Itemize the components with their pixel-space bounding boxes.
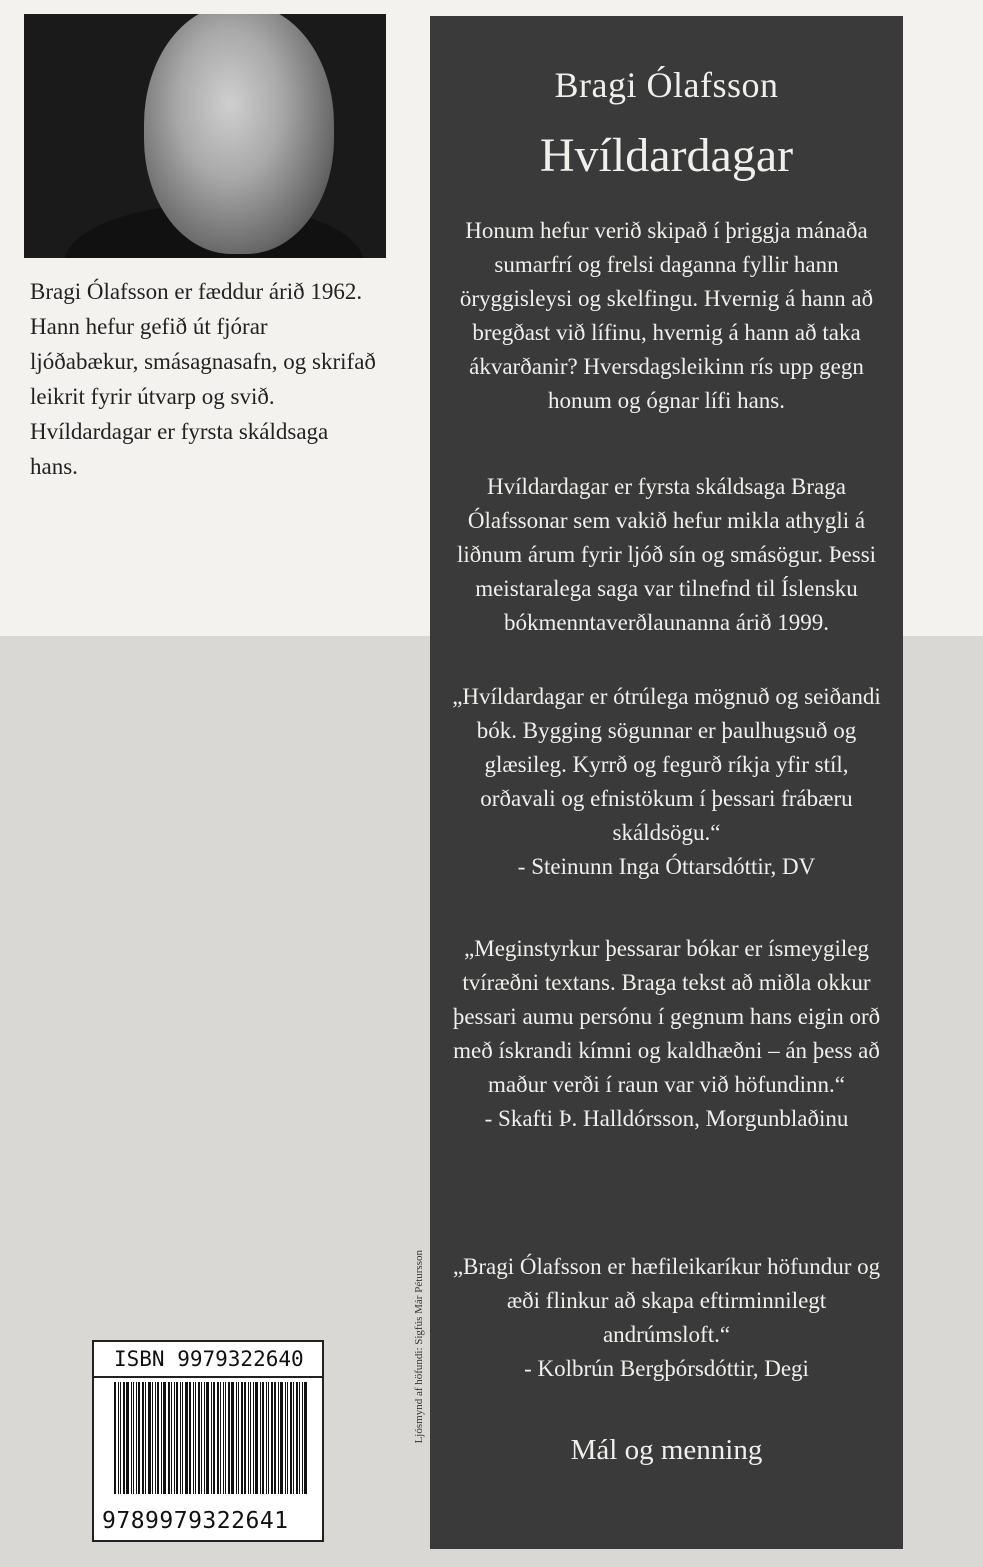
barcode-bar xyxy=(185,1382,188,1494)
barcode-bar xyxy=(174,1382,175,1494)
barcode-bar xyxy=(262,1382,264,1494)
barcode-bar xyxy=(255,1382,258,1494)
cover-panel xyxy=(430,16,903,1549)
barcode xyxy=(92,1378,324,1542)
barcode-bar xyxy=(131,1382,132,1494)
barcode-bar xyxy=(268,1382,269,1494)
review-quote xyxy=(448,932,885,1136)
barcode-bar xyxy=(118,1382,119,1494)
quote-source: - Skafti Þ. Halldórsson, Morgunblaðinu xyxy=(484,1106,849,1131)
photo-credit: Ljósmynd af höfundi: Sigfús Már Pétursson xyxy=(413,1250,425,1444)
quote-text: „Meginstyrkur þessarar bókar er ísmeygileg tvíræðni textans. Braga tekst að miðla okkur þessari aumu persónu í gegnum hans eigin orð með ískrandi kímni og kaldhæðni – án þess að maður verði í raun var við höfundinn.“ xyxy=(452,936,881,1097)
quote-source: - Kolbrún Bergþórsdóttir, Degi xyxy=(524,1356,809,1381)
barcode-bar xyxy=(274,1382,276,1494)
barcode-bar xyxy=(287,1382,288,1494)
barcode-bar xyxy=(290,1382,292,1494)
barcode-bar xyxy=(231,1382,234,1494)
barcode-bar xyxy=(114,1382,116,1494)
publisher-name: Mál og menning xyxy=(570,1434,763,1466)
barcode-bar xyxy=(198,1382,200,1494)
barcode-bar xyxy=(260,1382,261,1494)
barcode-bar xyxy=(138,1382,140,1494)
barcode-bar xyxy=(126,1382,129,1494)
barcode-bar xyxy=(176,1382,178,1494)
barcode-bar xyxy=(241,1382,243,1494)
barcode-bar xyxy=(296,1382,298,1494)
barcode-bar xyxy=(211,1382,212,1494)
barcode-bar xyxy=(244,1382,246,1494)
book-title: Hvíldardagar xyxy=(539,129,794,182)
barcode-bar xyxy=(225,1382,226,1494)
isbn-label: ISBN 9979322640 xyxy=(92,1340,324,1378)
barcode-bar xyxy=(133,1382,134,1494)
barcode-bar xyxy=(180,1382,181,1494)
barcode-bar xyxy=(250,1382,251,1494)
author-name: Bragi Ólafsson xyxy=(554,65,779,105)
blurb-paragraph: Hvíldardagar er fyrsta skáldsaga Braga Ólafssonar sem vakið hefur mikla athygli á liðnum árum fyrir ljóð sín og smásögur. Þessi meistaralega saga var tilnefnd til Íslensku bókmenntaverðlaunanna árið 1999. xyxy=(456,474,877,635)
barcode-bar xyxy=(136,1382,137,1494)
barcode-bar xyxy=(217,1382,219,1494)
review-quote xyxy=(448,680,885,884)
barcode-bar xyxy=(213,1382,215,1494)
barcode-bar xyxy=(148,1382,151,1494)
barcode-bar xyxy=(182,1382,183,1494)
author-bio: Bragi Ólafsson er fæddur árið 1962. Hann hefur gefið út fjórar ljóðabækur, smásagnasafn, og skrifað leikrit fyrir útvarp og svið. Hvíldardagar er fyrsta skáldsaga hans. xyxy=(30,279,376,479)
quote-text: „Bragi Ólafsson er hæfileikaríkur höfundur og æði flinkur að skapa eftirminnilegt andrúmsloft.“ xyxy=(452,1254,881,1347)
blurb-paragraph: Honum hefur verið skipað í þriggja mánaða sumarfrí og frelsi daganna fyllir hann öryggisleysi og skelfingu. Hvernig á hann að bregðast við lífinu, hvernig á hann að taka ákvarðanir? Hversdagsleikinn rís upp gegn honum og ógnar lífi hans. xyxy=(459,218,874,413)
barcode-bar xyxy=(238,1382,239,1494)
barcode-bar xyxy=(280,1382,283,1494)
barcode-bar xyxy=(228,1382,230,1494)
barcode-bar xyxy=(157,1382,159,1494)
barcode-bar xyxy=(189,1382,191,1494)
barcode-bar xyxy=(220,1382,221,1494)
barcode-bar xyxy=(236,1382,237,1494)
barcode-bar xyxy=(120,1382,121,1494)
barcode-bar xyxy=(299,1382,300,1494)
barcode-bar xyxy=(142,1382,144,1494)
barcode-bar xyxy=(155,1382,156,1494)
barcode-bar xyxy=(206,1382,209,1494)
barcode-bar xyxy=(171,1382,172,1494)
barcode-bar xyxy=(253,1382,254,1494)
barcode-bar xyxy=(204,1382,205,1494)
barcode-bar xyxy=(193,1382,194,1494)
barcode-bar xyxy=(201,1382,202,1494)
barcode-bar xyxy=(223,1382,224,1494)
barcode-bar xyxy=(161,1382,162,1494)
barcode-bar xyxy=(123,1382,125,1494)
barcode-bar xyxy=(248,1382,249,1494)
barcode-bar xyxy=(168,1382,170,1494)
barcode-number: 9789979322641 xyxy=(102,1508,289,1534)
barcode-bar xyxy=(285,1382,286,1494)
barcode-bar xyxy=(145,1382,146,1494)
barcode-bar xyxy=(152,1382,153,1494)
author-photo xyxy=(24,14,386,258)
quote-source: - Steinunn Inga Óttarsdóttir, DV xyxy=(517,854,816,879)
barcode-bar xyxy=(293,1382,294,1494)
review-quote xyxy=(448,1250,885,1386)
barcode-bar xyxy=(271,1382,273,1494)
barcode-bar xyxy=(163,1382,166,1494)
barcode-bar xyxy=(195,1382,196,1494)
barcode-bar xyxy=(266,1382,267,1494)
photo-face-shape xyxy=(144,14,334,254)
barcode-bars xyxy=(114,1382,309,1494)
barcode-bar xyxy=(302,1382,303,1494)
quote-text: „Hvíldardagar er ótrúlega mögnuð og seiðandi bók. Bygging sögunnar er þaulhugsuð og glæsileg. Kyrrð og fegurð ríkja yfir stíl, orðavali og efnistökum í þessari frábæru skáldsögu.“ xyxy=(452,684,881,845)
barcode-bar xyxy=(304,1382,307,1494)
barcode-bar xyxy=(278,1382,279,1494)
